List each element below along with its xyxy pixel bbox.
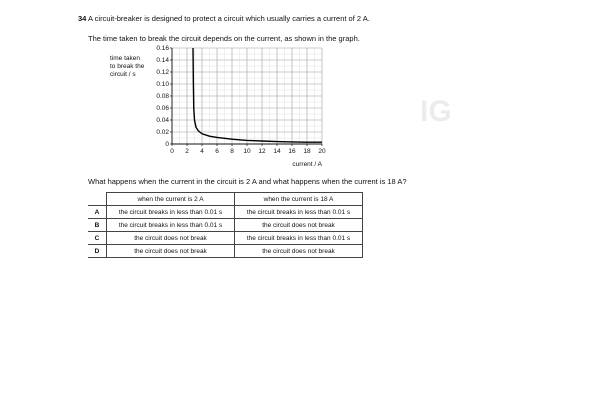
answer-options-table xyxy=(88,192,363,258)
question-subtext: The time taken to break the circuit depends on the current, as shown in the graph. xyxy=(88,34,360,43)
option-cell-18a: the circuit does not break xyxy=(235,245,363,258)
x-tick-label: 10 xyxy=(243,148,251,155)
y-tick-label: 0.08 xyxy=(156,93,169,100)
y-tick-label: 0.14 xyxy=(156,57,169,64)
x-tick-label: 18 xyxy=(303,148,311,155)
y-tick-label: 0.02 xyxy=(156,129,169,136)
x-tick-label: 20 xyxy=(318,148,326,155)
option-cell-18a: the circuit does not break xyxy=(235,219,363,232)
question-number: 34 xyxy=(78,14,87,23)
y-tick-label: 0.06 xyxy=(156,105,169,112)
y-tick-label: 0.04 xyxy=(156,117,169,124)
x-tick-label: 16 xyxy=(288,148,296,155)
option-letter: B xyxy=(88,219,107,232)
break-time-chart xyxy=(140,42,340,172)
option-letter: A xyxy=(88,206,107,219)
y-tick-label: 0 xyxy=(165,141,169,148)
x-tick-label: 6 xyxy=(215,148,219,155)
option-letter: C xyxy=(88,232,107,245)
y-label-line: circuit / s xyxy=(110,71,136,78)
x-tick-label: 0 xyxy=(170,148,174,155)
option-row-d[interactable] xyxy=(88,245,363,258)
option-cell-18a: the circuit breaks in less than 0.01 s xyxy=(235,206,363,219)
option-cell-2a: the circuit does not break xyxy=(107,232,235,245)
x-tick-label: 2 xyxy=(185,148,189,155)
header-2a: when the current is 2 A xyxy=(107,193,235,206)
option-cell-2a: the circuit breaks in less than 0.01 s xyxy=(107,206,235,219)
x-tick-label: 12 xyxy=(258,148,266,155)
option-row-a[interactable] xyxy=(88,206,363,219)
x-tick-label: 8 xyxy=(230,148,234,155)
header-blank-cell xyxy=(88,193,107,206)
question-prompt: What happens when the current in the circuit is 2 A and what happens when the current is 18 A? xyxy=(88,177,407,186)
y-label-line: time taken xyxy=(110,55,140,62)
table-header-row xyxy=(88,193,363,206)
x-tick-label: 14 xyxy=(273,148,281,155)
header-18a: when the current is 18 A xyxy=(235,193,363,206)
series-line xyxy=(193,48,322,142)
option-cell-2a: the circuit breaks in less than 0.01 s xyxy=(107,219,235,232)
option-cell-18a: the circuit breaks in less than 0.01 s xyxy=(235,232,363,245)
option-row-b[interactable] xyxy=(88,219,363,232)
watermark-logo: IG xyxy=(420,95,452,128)
y-label-line: to break the xyxy=(110,63,145,70)
y-tick-label: 0.12 xyxy=(156,69,169,76)
option-letter: D xyxy=(88,245,107,258)
option-cell-2a: the circuit does not break xyxy=(107,245,235,258)
y-tick-label: 0.16 xyxy=(156,45,169,52)
x-axis-label: current / A xyxy=(292,161,322,168)
x-tick-label: 4 xyxy=(200,148,204,155)
option-row-c[interactable] xyxy=(88,232,363,245)
y-tick-label: 0.10 xyxy=(156,81,169,88)
question-text: A circuit-breaker is designed to protect a circuit which usually carries a current of 2 A. xyxy=(88,14,370,23)
